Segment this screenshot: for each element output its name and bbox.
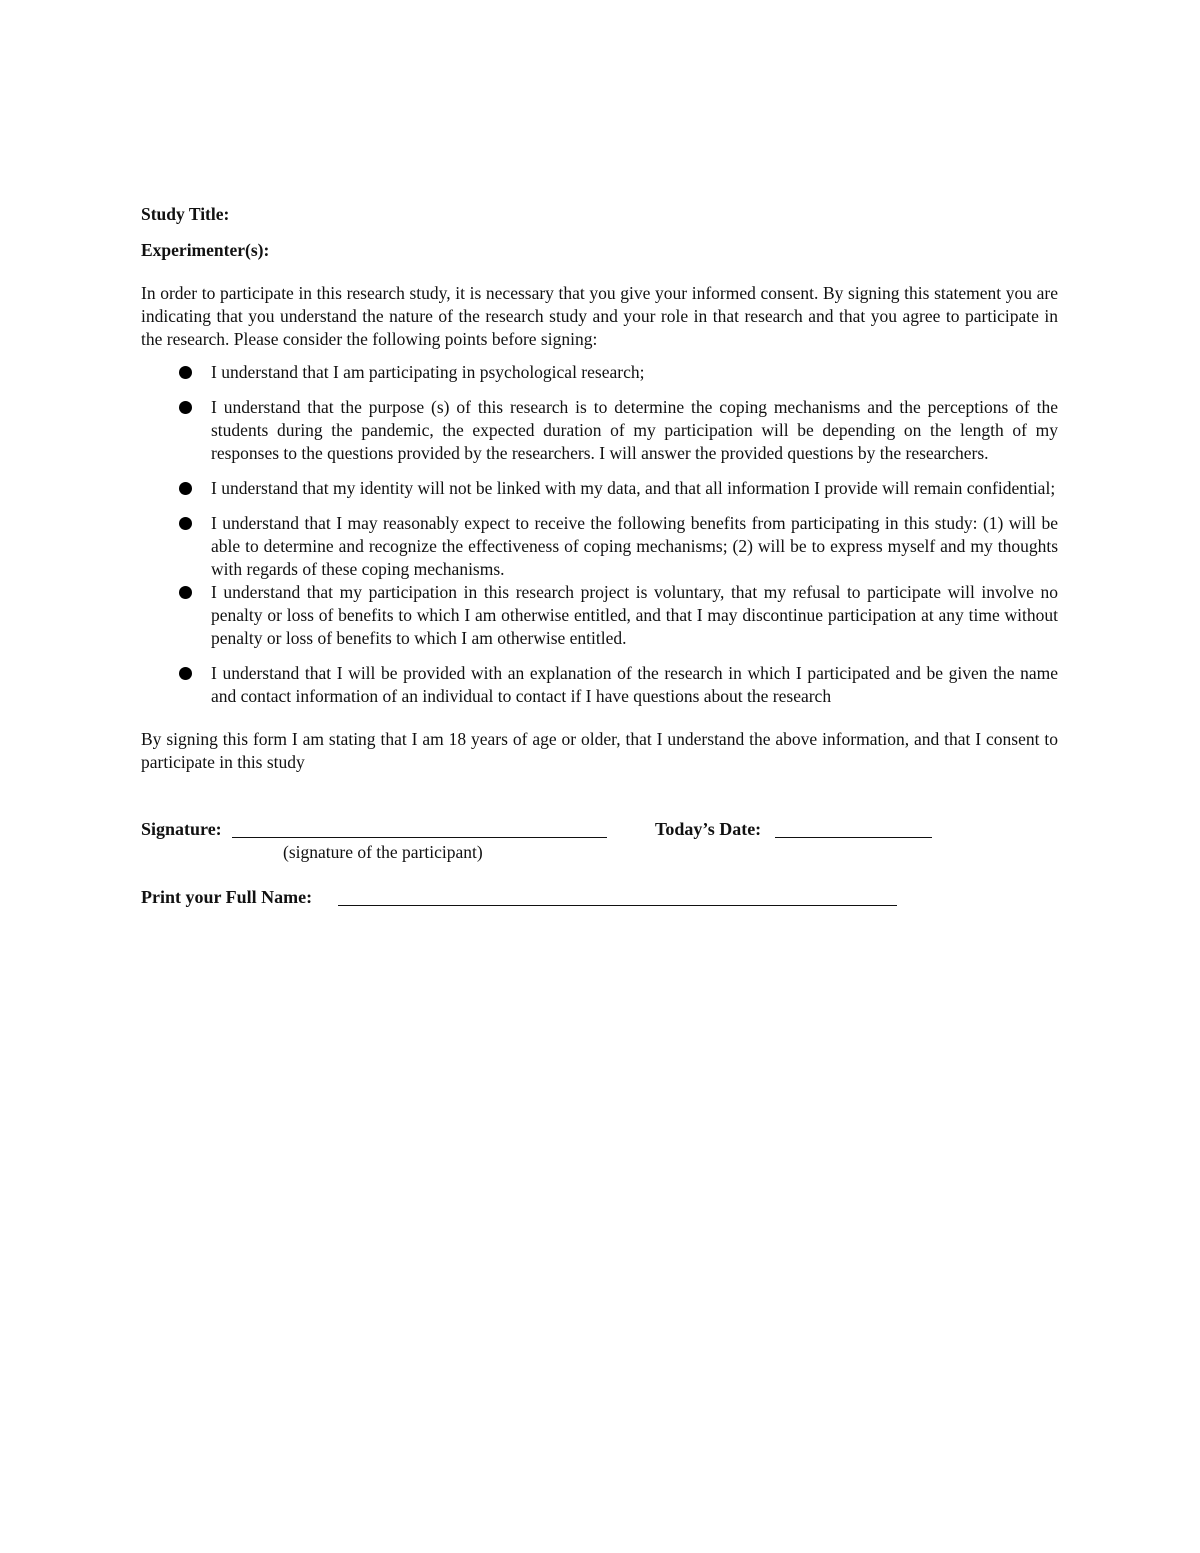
consent-point-text: I understand that my participation in this research project is voluntary, that my refusal to participate will involve no penalty or loss of benefits to which I am otherwise entitled, and that I may discontinue participation at any time without penalty or loss of benefits to which I am otherwise entitled. (211, 582, 1058, 648)
consent-point-text: I understand that I am participating in psychological research; (211, 362, 645, 382)
date-label: Today’s Date: (655, 819, 762, 839)
consent-point (141, 581, 1058, 650)
consent-point-text: I understand that my identity will not be linked with my data, and that all information I provide will remain confidential; (211, 478, 1056, 498)
consent-point-text: I understand that I may reasonably expect to receive the following benefits from participating in this study: (1) will be able to determine and recognize the effectiveness of coping mechanisms; (2) will be to express myself and my thoughts with regards of these coping mechanisms. (211, 513, 1058, 579)
bullet-icon (179, 586, 192, 599)
intro-paragraph: In order to participate in this research study, it is necessary that you give your informed consent. By signing this statement you are indicating that you understand the nature of the research study and your role in that research and that you agree to participate in the research. Please consider the following points before signing: (141, 283, 1058, 349)
bullet-icon (179, 667, 192, 680)
full-name-row (141, 886, 1058, 916)
full-name-label: Print your Full Name: (141, 887, 313, 907)
signature-row (141, 818, 1058, 864)
bullet-icon (179, 517, 192, 530)
consent-point (141, 512, 1058, 581)
date-line[interactable] (775, 837, 932, 838)
experimenters-label: Experimenter(s): (141, 240, 270, 260)
consent-point-text: I understand that I will be provided with an explanation of the research in which I participated and be given the name and contact information of an individual to contact if I have questions about the research (211, 663, 1058, 706)
consent-point (141, 477, 1058, 500)
signature-line[interactable] (232, 837, 607, 838)
study-title-label: Study Title: (141, 204, 230, 224)
consent-point (141, 662, 1058, 708)
consent-point (141, 361, 1058, 384)
consent-point-text: I understand that the purpose (s) of this research is to determine the coping mechanisms and the perceptions of the students during the pandemic, the expected duration of my participation will be depending on the length of my responses to the questions provided by the researchers. I will answer the provided questions by the researchers. (211, 397, 1058, 463)
bullet-icon (179, 401, 192, 414)
full-name-line[interactable] (338, 905, 897, 906)
consent-form (141, 203, 1058, 916)
consent-points-list (141, 361, 1058, 708)
consent-point (141, 396, 1058, 465)
signature-caption: (signature of the participant) (283, 842, 483, 862)
bullet-icon (179, 366, 192, 379)
closing-paragraph: By signing this form I am stating that I am 18 years of age or older, that I understand the above information, and that I consent to participate in this study (141, 729, 1058, 772)
signature-label: Signature: (141, 819, 222, 839)
bullet-icon (179, 482, 192, 495)
